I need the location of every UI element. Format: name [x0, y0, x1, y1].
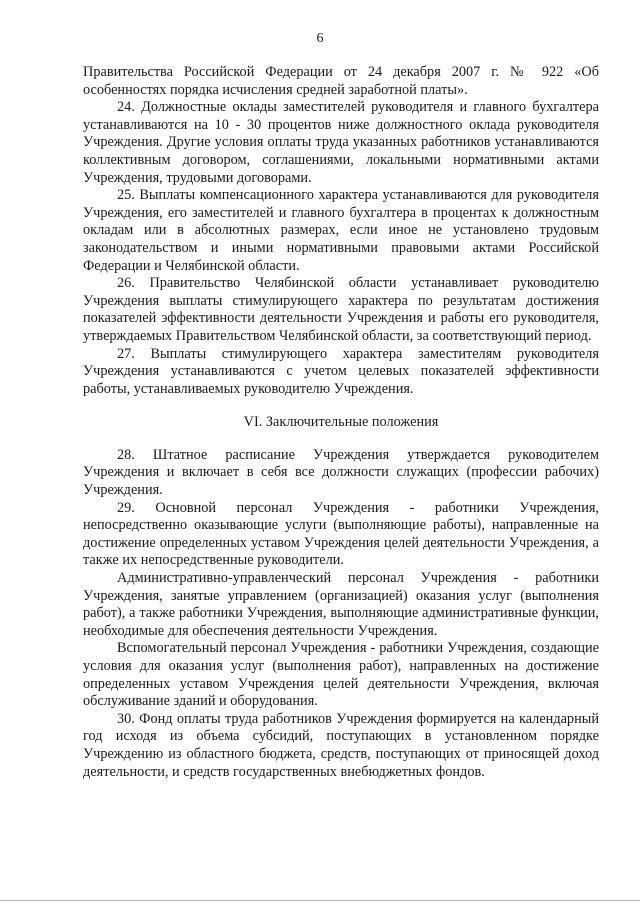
paragraph-25: 25. Выплаты компенсационного характера устанавливаются для руководителя Учреждения, его заместителей и главного бухгалтера в процентах к должностным окладам или в абсолютных размерах, если иное не установлено трудовым законодательством и иными нормативными правовыми актами Российской Федерации и Челябинской области. [83, 187, 599, 274]
paragraph-24: 24. Должностные оклады заместителей руководителя и главного бухгалтера устанавливаются на 10 - 30 процентов ниже должностного оклада руководителя Учреждения. Другие условия оплаты труда указанных работников устанавливаются коллективным договором, соглашениями, локальными нормативными актами Учреждения, трудовыми договорами. [83, 99, 599, 186]
paragraphs-after [83, 447, 599, 781]
page-bottom-edge [0, 900, 640, 901]
paragraph-support-staff: Вспомогательный персонал Учреждения - работники Учреждения, создающие условия для оказания услуг (выполнения работ), направленных на достижение определенных уставом Учреждения целей деятельности Учреждения, включая обслуживание зданий и оборудования. [83, 640, 599, 710]
paragraph-29: 29. Основной персонал Учреждения - работники Учреждения, непосредственно оказывающие услуги (выполняющие работы), направленные на достижение определенных уставом Учреждения целей деятельности Учреждения, а также их непосредственные руководители. [83, 499, 599, 569]
paragraph-30: 30. Фонд оплаты труда работников Учреждения формируется на календарный год исходя из объема субсидий, поступающих в установленном порядке Учреждению из областного бюджета, средств, поступающих от приносящей доход деятельности, и средств государственных внебюджетных фондов. [83, 710, 599, 780]
paragraph-27: 27. Выплаты стимулирующего характера заместителям руководителя Учреждения устанавливаются с учетом целевых показателей эффективности работы, устанавливаемых руководителю Учреждения. [83, 345, 599, 397]
paragraph-admin-staff: Административно-управленческий персонал Учреждения - работники Учреждения, занятые управлением (организацией) оказания услуг (выполнения работ), а также работники Учреждения, выполняющие административные функции, необходимые для обеспечения деятельности Учреждения. [83, 570, 599, 639]
document-body [83, 64, 599, 781]
paragraph-26: 26. Правительство Челябинской области устанавливает руководителю Учреждения выплаты стимулирующего характера по результатам достижения показателей эффективности деятельности Учреждения и работы его руководителя, утверждаемых Правительством Челябинской области, за соответствующий период. [83, 275, 599, 344]
section-heading: VI. Заключительные положения [243, 414, 439, 431]
paragraph-0: Правительства Российской Федерации от 24 декабря 2007 г. № 922 «Об особенностях порядка исчисления средней заработной платы». [83, 64, 599, 98]
paragraphs-before [83, 64, 599, 398]
page-number: 6 [316, 31, 324, 46]
paragraph-28: 28. Штатное расписание Учреждения утверждается руководителем Учреждения и включает в себя все должности служащих (профессии рабочих) Учреждения. [83, 446, 599, 499]
